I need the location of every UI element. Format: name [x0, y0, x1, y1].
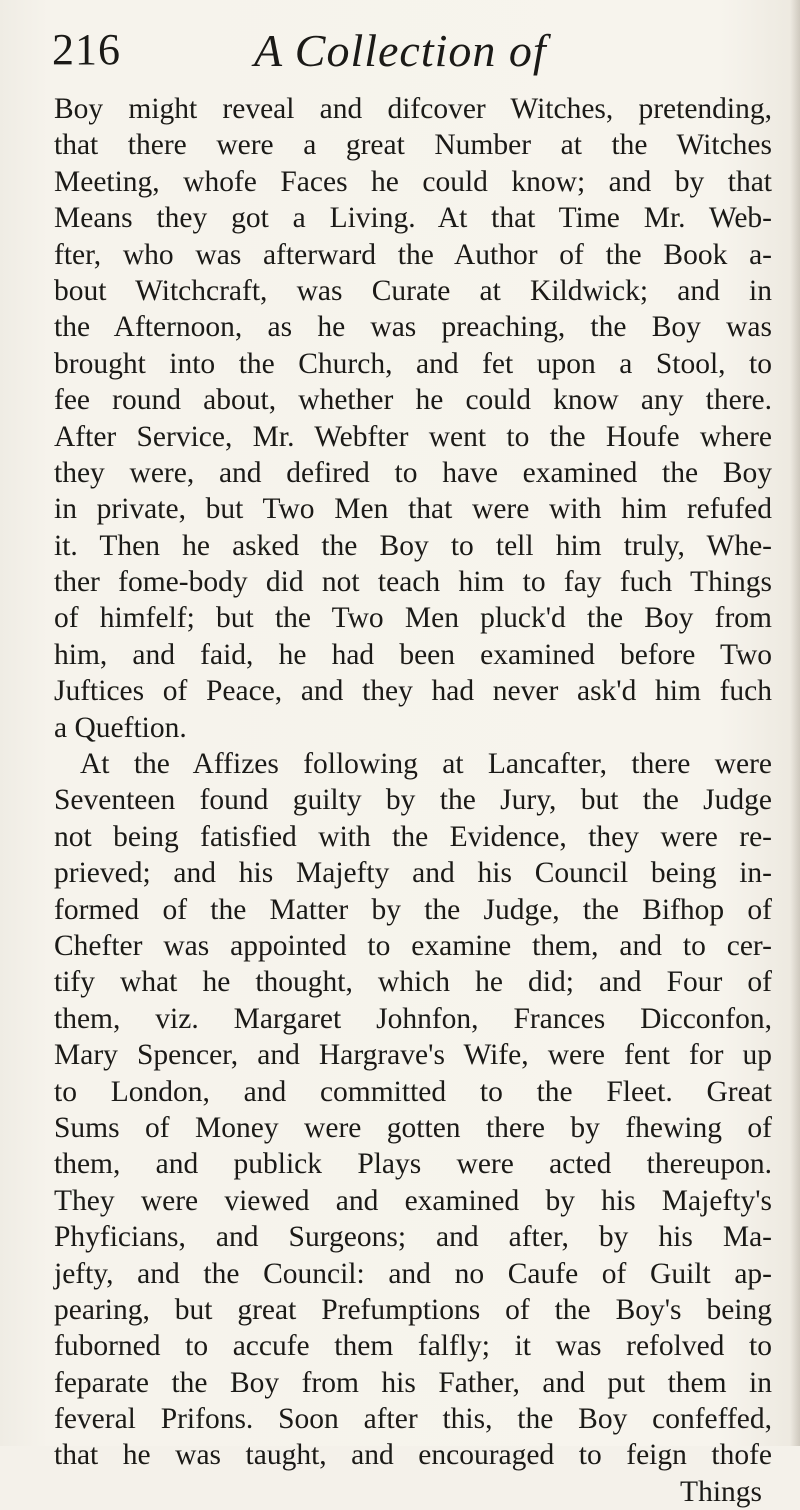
page-number: 216	[52, 25, 121, 74]
text-line: fee round about, whether he could know any there.	[54, 384, 772, 417]
text-line: jefty, and the Council: and no Caufe of Guilt ap-	[54, 1257, 772, 1290]
text-line: feparate the Boy from his Father, and put them in	[54, 1366, 772, 1399]
text-line: Phyficians, and Surgeons; and after, by his Ma-	[54, 1221, 772, 1254]
text-line: pearing, but great Prefumptions of the Boy's being	[54, 1293, 772, 1326]
text-line: Mary Spencer, and Hargrave's Wife, were fent for up	[54, 1039, 772, 1072]
text-line: the Afternoon, as he was preaching, the Boy was	[54, 311, 772, 344]
text-line: them, viz. Margaret Johnfon, Frances Dicconfon,	[54, 1002, 772, 1035]
text-line: They were viewed and examined by his Majefty's	[54, 1184, 772, 1217]
text-line: Boy might reveal and difcover Witches, pretending,	[54, 93, 772, 125]
text-line: After Service, Mr. Webfter went to the Houfe where	[54, 420, 772, 453]
text-line: formed of the Matter by the Judge, the Bifhop of	[54, 893, 772, 926]
text-line: Sums of Money were gotten there by fhewing of	[54, 1111, 772, 1144]
text-line: a Queftion.	[54, 711, 187, 744]
text-line: Chefter was appointed to examine them, and to cer-	[54, 929, 772, 962]
text-line: fuborned to accufe them falfly; it was refolved to	[54, 1330, 772, 1363]
page-edge-shadow	[790, 0, 800, 1446]
text-line: Means they got a Living. At that Time Mr. Web-	[54, 202, 772, 235]
text-line: in private, but Two Men that were with him refufed	[54, 493, 772, 526]
text-line: that he was taught, and encouraged to feign thofe	[54, 1439, 772, 1472]
text-line: fter, who was afterward the Author of the Book a-	[54, 238, 772, 271]
text-line: Meeting, whofe Faces he could know; and by that	[54, 165, 772, 198]
catchword: Things	[680, 1475, 762, 1508]
text-line: to London, and committed to the Fleet. Great	[54, 1075, 772, 1108]
text-line: brought into the Church, and fet upon a Stool, to	[54, 347, 772, 380]
text-line: Seventeen found guilty by the Jury, but the Judge	[54, 784, 772, 817]
text-line: that there were a great Number at the Witches	[54, 129, 772, 162]
text-line: it. Then he asked the Boy to tell him truly, Whe-	[54, 529, 772, 562]
text-line: him, and faid, he had been examined before Two	[54, 638, 772, 671]
text-line: At the Affizes following at Lancafter, there were	[80, 748, 772, 781]
text-line: them, and publick Plays were acted thereupon.	[54, 1148, 772, 1181]
text-line: feveral Prifons. Soon after this, the Boy confeffed,	[54, 1403, 772, 1436]
text-line: they were, and defired to have examined the Boy	[54, 456, 772, 489]
text-line: ther fome-body did not teach him to fay fuch Things	[54, 566, 772, 599]
text-line: bout Witchcraft, was Curate at Kildwick; and in	[54, 274, 772, 307]
text-line: prieved; and his Majefty and his Council being in-	[54, 857, 772, 890]
text-line: not being fatisfied with the Evidence, they were re-	[54, 820, 772, 853]
text-line: Juftices of Peace, and they had never ask'd him fuch	[54, 675, 772, 708]
page-header	[52, 14, 752, 92]
text-line: of himfelf; but the Two Men pluck'd the Boy from	[54, 602, 772, 635]
text-line: tify what he thought, which he did; and Four of	[54, 966, 772, 999]
running-title: A Collection of	[254, 25, 547, 76]
body-text	[54, 91, 772, 1510]
